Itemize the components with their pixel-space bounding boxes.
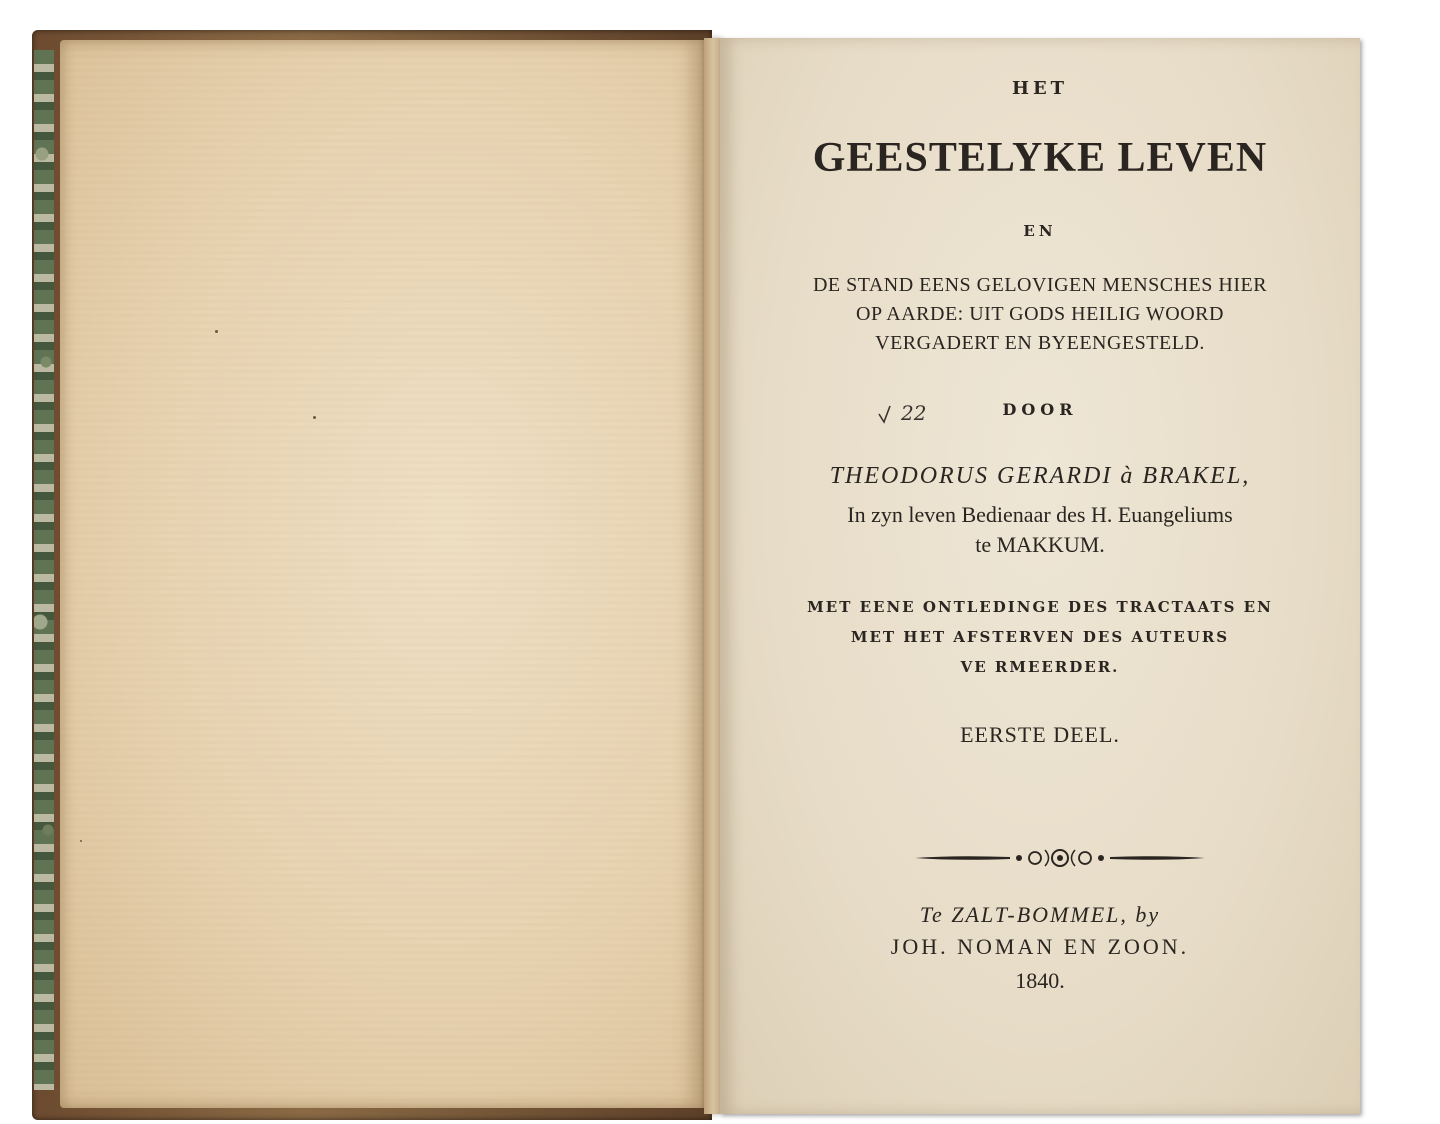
open-book: [32, 30, 1360, 1120]
publication-year: 1840.: [1015, 968, 1065, 993]
title-en: EN: [1023, 222, 1057, 240]
volume-label: EERSTE DEEL.: [960, 722, 1120, 747]
marbled-cover-strip: [34, 50, 54, 1090]
printer-name: JOH. NOMAN EN ZOON.: [890, 934, 1190, 959]
svg-text:22: 22: [901, 401, 927, 425]
subtitle-line-2: OP AARDE: UIT GODS HEILIG WOORD: [856, 303, 1224, 325]
title-page: [720, 38, 1360, 1114]
author-role-line-2: te MAKKUM.: [975, 532, 1105, 557]
author-role-line-1: In zyn leven Bedienaar des H. Euangeliums: [847, 502, 1233, 527]
main-title: GEESTELYKE LEVEN: [812, 135, 1268, 181]
subtitle-line-1: DE STAND EENS GELOVIGEN MENSCHES HIER: [812, 274, 1268, 296]
subtitle-line-3: VERGADERT EN BYEENGESTELD.: [875, 332, 1205, 354]
title-het: HET: [1011, 78, 1069, 99]
floral-rule-ornament-icon: [915, 844, 1205, 872]
blank-left-page: [60, 40, 706, 1108]
addition-line-1: MET EENE ONTLEDINGE DES TRACTAATS EN: [807, 598, 1273, 616]
addition-line-2: MET HET AFSTERVEN DES AUTEURS: [850, 628, 1230, 646]
paper-speck: [215, 330, 218, 333]
publication-place: Te ZALT-BOMMEL, by: [919, 902, 1161, 927]
paper-speck: [313, 416, 316, 419]
author-name: THEODORUS GERARDI à BRAKEL,: [829, 463, 1251, 489]
title-door: DOOR: [1002, 400, 1078, 419]
addition-line-3: VE RMEERDER.: [960, 658, 1120, 676]
paper-speck: [80, 840, 82, 842]
